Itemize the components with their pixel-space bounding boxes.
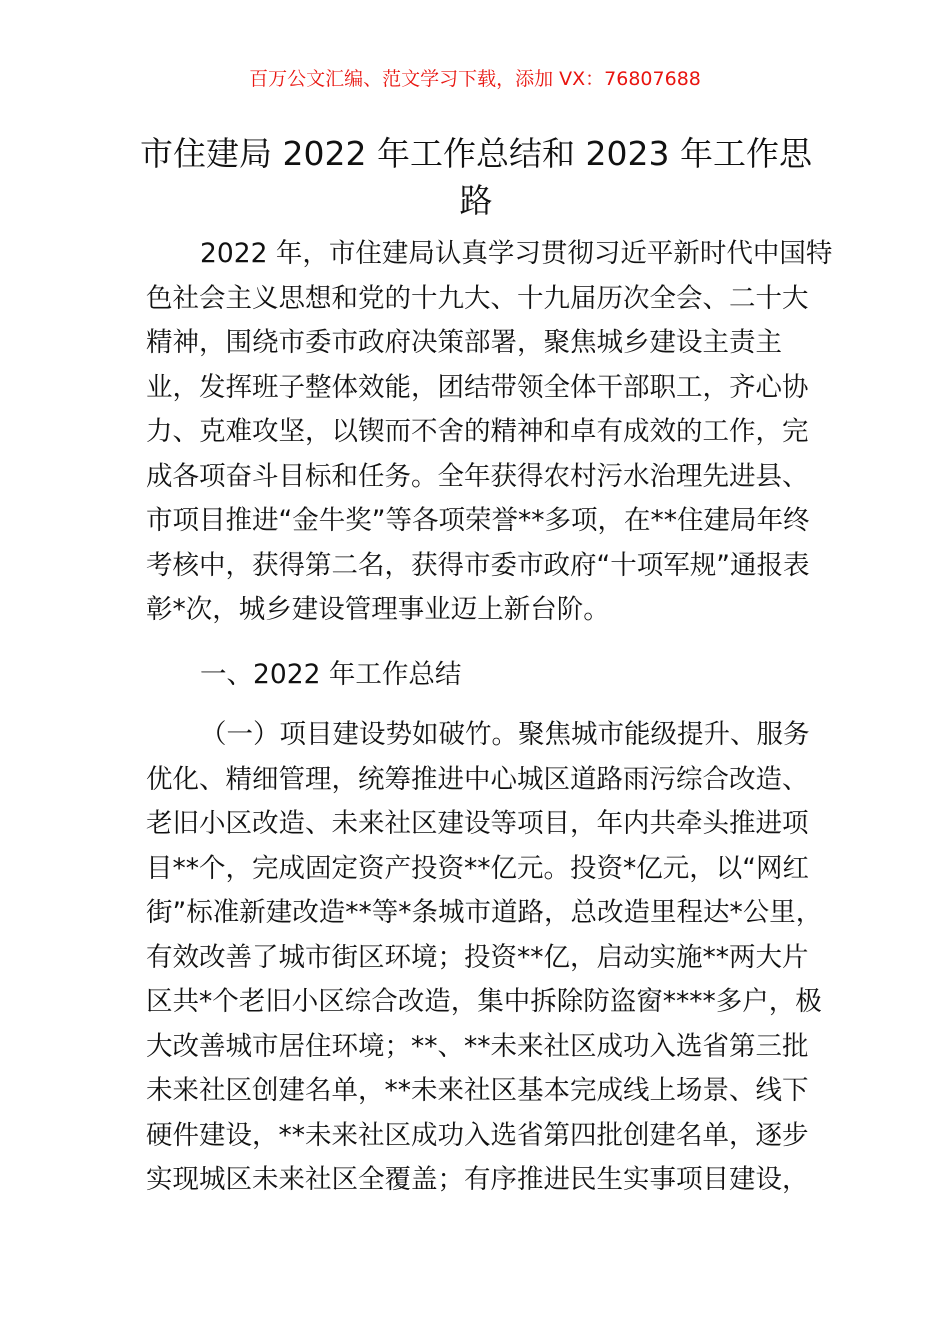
document-title [140, 130, 812, 224]
paragraph-line: 2022 年，市住建局认真学习贯彻习近平新时代中国特 [200, 238, 833, 269]
paragraph-line: 街”标准新建改造**等*条城市道路，总改造里程达*公里， [146, 897, 823, 928]
paragraph-line: 目**个，完成固定资产投资**亿元。投资*亿元，以“网红 [146, 852, 809, 884]
paragraph-line: 业，发挥班子整体效能，团结带领全体干部职工，齐心协 [146, 371, 809, 403]
paragraph-line: 有效改善了城市街区环境；投资**亿，启动实施**两大片 [146, 941, 809, 973]
document-body [146, 232, 833, 1203]
title-line: 路 [459, 181, 493, 220]
paragraph-line: （一）项目建设势如破竹。聚焦城市能级提升、服务 [200, 719, 810, 750]
paragraph-line: 区共*个老旧小区综合改造，集中拆除防盗窗****多户，极 [146, 986, 822, 1017]
section-heading: 一、2022 年工作总结 [200, 658, 462, 690]
intro-paragraph [146, 232, 833, 633]
paragraph-line: 力、克难攻坚，以锲而不舍的精神和卓有成效的工作，完 [146, 416, 809, 447]
watermark-header: 百万公文汇编、范文学习下载，添加 VX：76807688 [249, 68, 701, 90]
paragraph-line: 实现城区未来社区全覆盖；有序推进民生实事项目建设， [146, 1164, 809, 1195]
paragraph-line: 市项目推进“金牛奖”等各项荣誉**多项，在**住建局年终 [146, 505, 810, 536]
paragraph-line: 优化、精细管理，统筹推进中心城区道路雨污综合改造、 [146, 763, 809, 795]
paragraph-line: 未来社区创建名单，**未来社区基本完成线上场景、线下 [146, 1075, 809, 1106]
paragraph-line: 老旧小区改造、未来社区建设等项目，年内共牵头推进项 [146, 808, 809, 839]
paragraph-line: 大改善城市居住环境；**、**未来社区成功入选省第三批 [146, 1030, 809, 1062]
paragraph-line: 硬件建设，**未来社区成功入选省第四批创建名单，逐步 [146, 1119, 809, 1151]
title-line: 市住建局 2022 年工作总结和 2023 年工作思 [140, 134, 812, 173]
paragraph-line: 彰*次，城乡建设管理事业迈上新台阶。 [146, 594, 610, 625]
subsection-paragraph [146, 713, 823, 1203]
paragraph-line: 考核中，获得第二名，获得市委市政府“十项军规”通报表 [146, 549, 810, 581]
paragraph-line: 色社会主义思想和党的十九大、十九届历次全会、二十大 [146, 282, 809, 314]
paragraph-line: 成各项奋斗目标和任务。全年获得农村污水治理先进县、 [146, 460, 809, 492]
paragraph-line: 精神，围绕市委市政府决策部署，聚焦城乡建设主责主 [146, 327, 782, 358]
